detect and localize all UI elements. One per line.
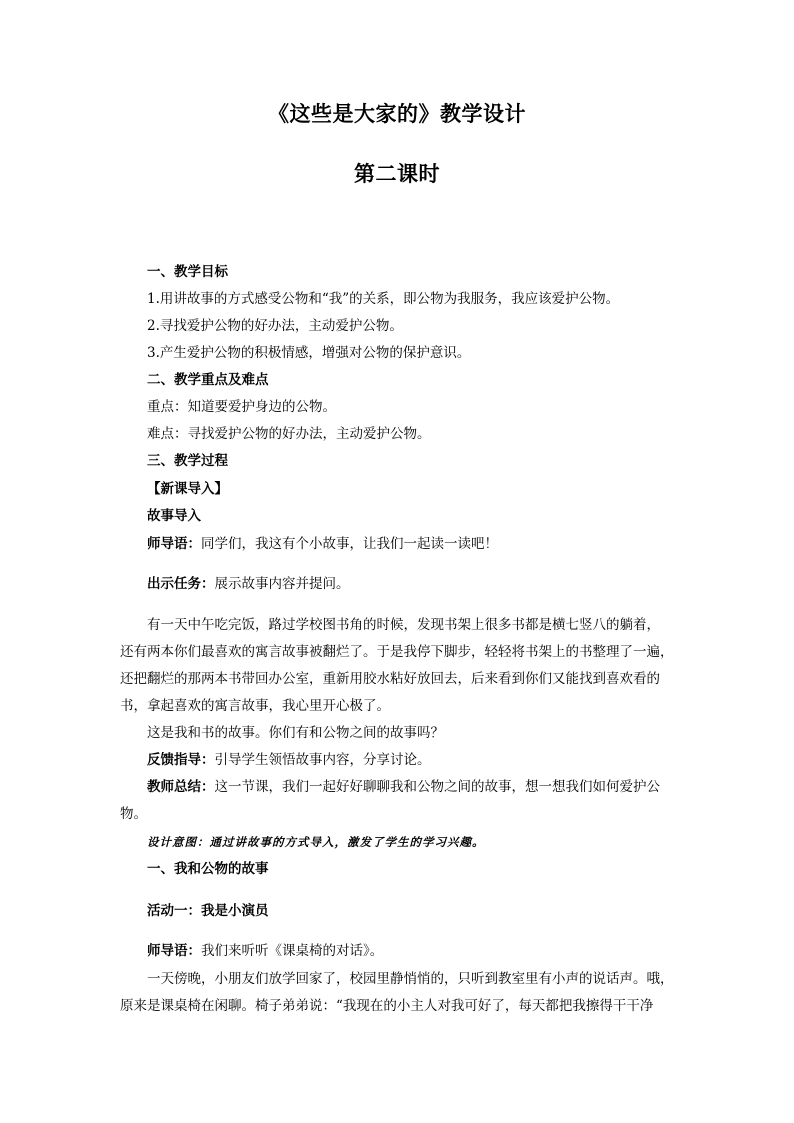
objective-item: 2.寻找爱护公物的好办法，主动爱护公物。 bbox=[147, 318, 403, 334]
story-paragraph-line: 书，拿起喜欢的寓言故事，我心里开心极了。 bbox=[120, 698, 390, 714]
teacher-guide-line bbox=[147, 535, 498, 553]
design-intent-note: 设计意图：通过讲故事的方式导入，激发了学生的学习兴趣。 bbox=[147, 835, 485, 849]
task-text: 展示故事内容并提问。 bbox=[214, 576, 350, 592]
objective-item: 1.用讲故事的方式感受公物和“我”的关系，即公物为我服务，我应该爱护公物。 bbox=[147, 291, 620, 307]
feedback-line bbox=[147, 751, 431, 769]
activity-heading: 活动一：我是小演员 bbox=[147, 903, 269, 919]
story-question: 这是我和书的故事。你们有和公物之间的故事吗？ bbox=[147, 725, 444, 741]
summary-text: 这一节课，我们一起好好聊聊我和公物之间的故事，想一想我们如何爱护公 bbox=[214, 779, 660, 795]
story-paragraph-line: 有一天中午吃完饭，路过学校图书角的时候，发现书架上很多书都是横七竖八的躺着， bbox=[147, 617, 660, 633]
teacher-guide-text: 同学们，我这有个小故事，让我们一起读一读吧！ bbox=[201, 536, 498, 552]
document-body bbox=[120, 0, 687, 1123]
keypoints-heading: 二、教学重点及难点 bbox=[147, 372, 269, 388]
story-paragraph-line: 还把翻烂的那两本书带回办公室，重新用胶水粘好放回去，后来看到你们又能找到喜欢看的 bbox=[120, 671, 660, 687]
teacher-guide2-text: 我们来听听《课桌椅的对话》。 bbox=[201, 943, 384, 959]
dialog-paragraph-line: 一天傍晚，小朋友们放学回家了，校园里静悄悄的，只听到教室里有小声的说话声。哦， bbox=[147, 971, 674, 987]
teacher-guide2-label: 师导语： bbox=[147, 943, 201, 959]
part1-heading: 一、我和公物的故事 bbox=[147, 861, 269, 877]
teacher-guide2-line bbox=[147, 942, 383, 960]
objective-item: 3.产生爱护公物的积极情感，增强对公物的保护意识。 bbox=[147, 345, 471, 361]
task-label: 出示任务： bbox=[147, 576, 215, 592]
key-point: 重点：知道要爱护身边的公物。 bbox=[147, 399, 336, 415]
new-lesson-heading: 【新课导入】 bbox=[147, 481, 228, 497]
process-heading: 三、教学过程 bbox=[147, 453, 228, 469]
objectives-heading: 一、教学目标 bbox=[147, 264, 228, 280]
summary-continuation: 物。 bbox=[120, 806, 147, 822]
story-paragraph-line: 还有两本你们最喜欢的寓言故事被翻烂了。于是我停下脚步，轻轻将书架上的书整理了一遍， bbox=[120, 644, 674, 660]
story-intro-heading: 故事导入 bbox=[147, 508, 201, 524]
document-subtitle: 第二课时 bbox=[354, 161, 440, 186]
dialog-paragraph-line: 原来是课桌椅在闲聊。椅子弟弟说：“我现在的小主人对我可好了，每天都把我擦得干干净 bbox=[120, 998, 654, 1014]
task-line bbox=[147, 575, 350, 593]
summary-line bbox=[147, 778, 660, 796]
document-title: 《这些是大家的》教学设计 bbox=[268, 101, 526, 126]
summary-label: 教师总结： bbox=[147, 779, 215, 795]
feedback-label: 反馈指导： bbox=[147, 752, 215, 768]
teacher-guide-label: 师导语： bbox=[147, 536, 201, 552]
feedback-text: 引导学生领悟故事内容，分享讨论。 bbox=[214, 752, 431, 768]
difficult-point: 难点：寻找爱护公物的好办法，主动爱护公物。 bbox=[147, 426, 431, 442]
